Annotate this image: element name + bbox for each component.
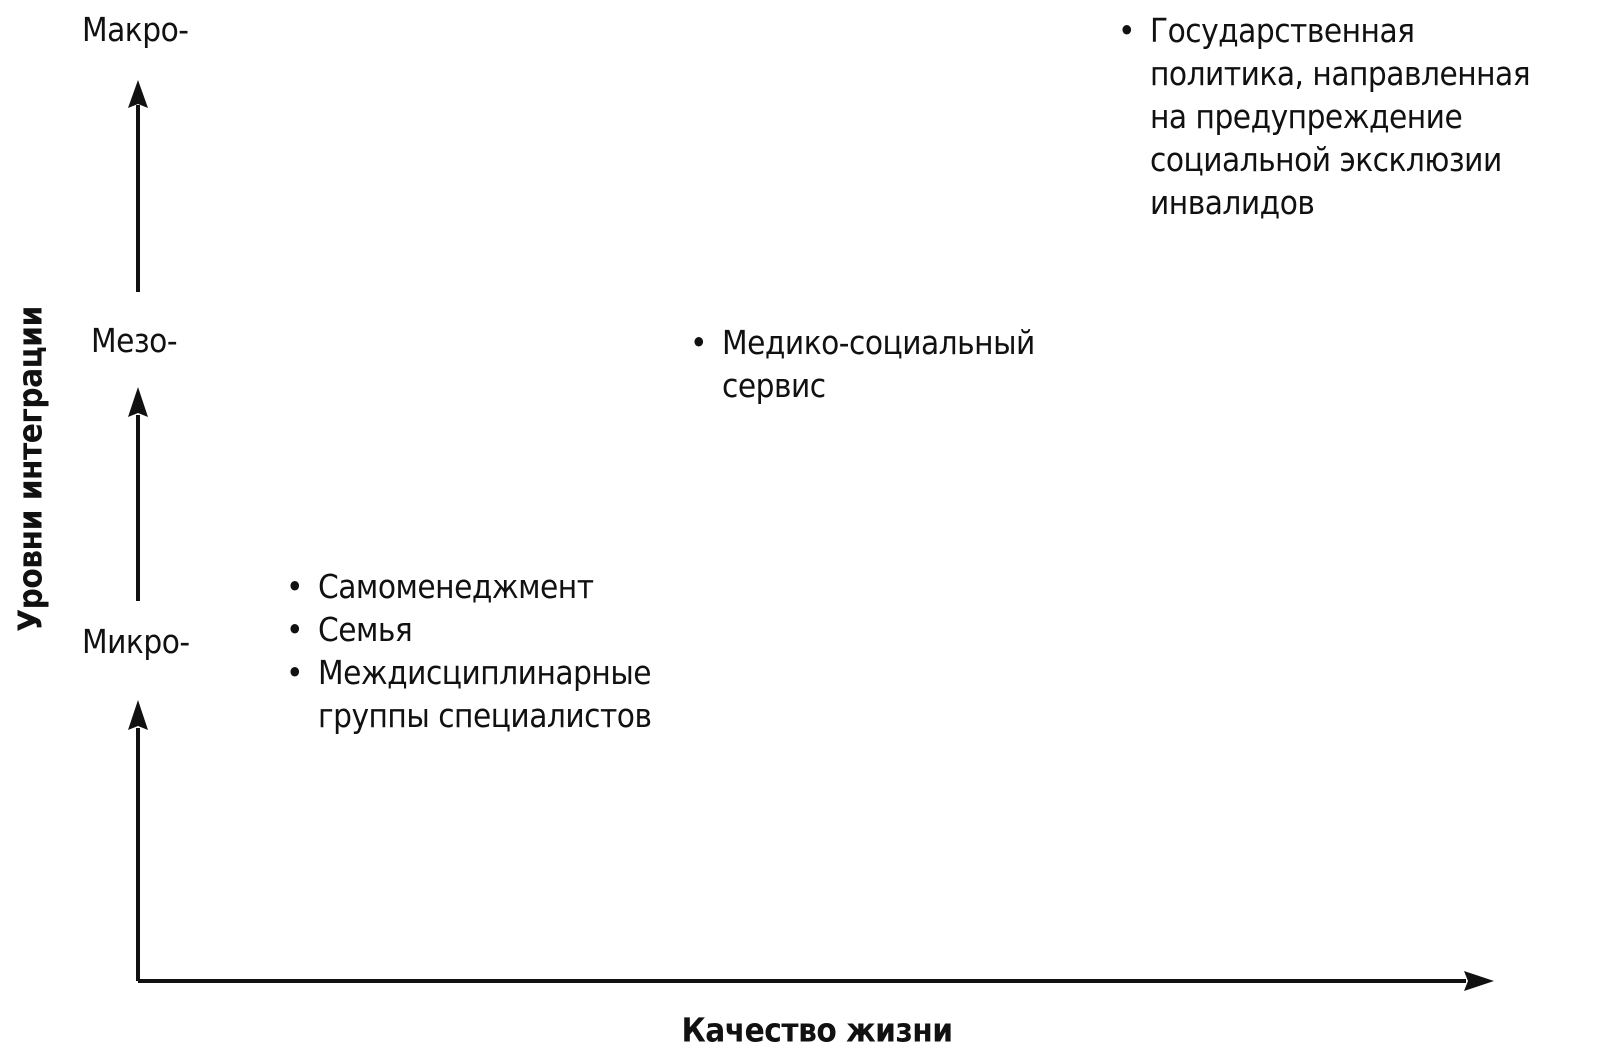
list-item: • Государственная политика, направленная на предупреждение социальной эксклюзии инвалидов [1118,9,1558,224]
list-item: • Самоменеджмент [286,565,686,608]
x-axis-title: Качество жизни [681,1010,953,1050]
macro-level-list [1118,9,1558,224]
list-item: • Междисциплинарные группы специалистов [286,651,686,737]
level-label-meso: Мезо- [91,321,178,360]
level-label-micro: Микро- [82,622,190,661]
list-item: • Медико-социальный сервис [690,321,1070,407]
meso-level-list [690,321,1070,407]
micro-level-list [286,565,686,737]
level-label-macro: Макро- [82,10,189,49]
arrow-meso-to-macro-head [128,80,148,108]
list-item: • Семья [286,608,686,651]
y-axis-arrowhead [128,700,148,730]
x-axis-arrowhead [1464,971,1494,991]
arrow-micro-to-meso-head [128,387,148,417]
y-axis-title: Уровни интеграции [10,306,50,632]
